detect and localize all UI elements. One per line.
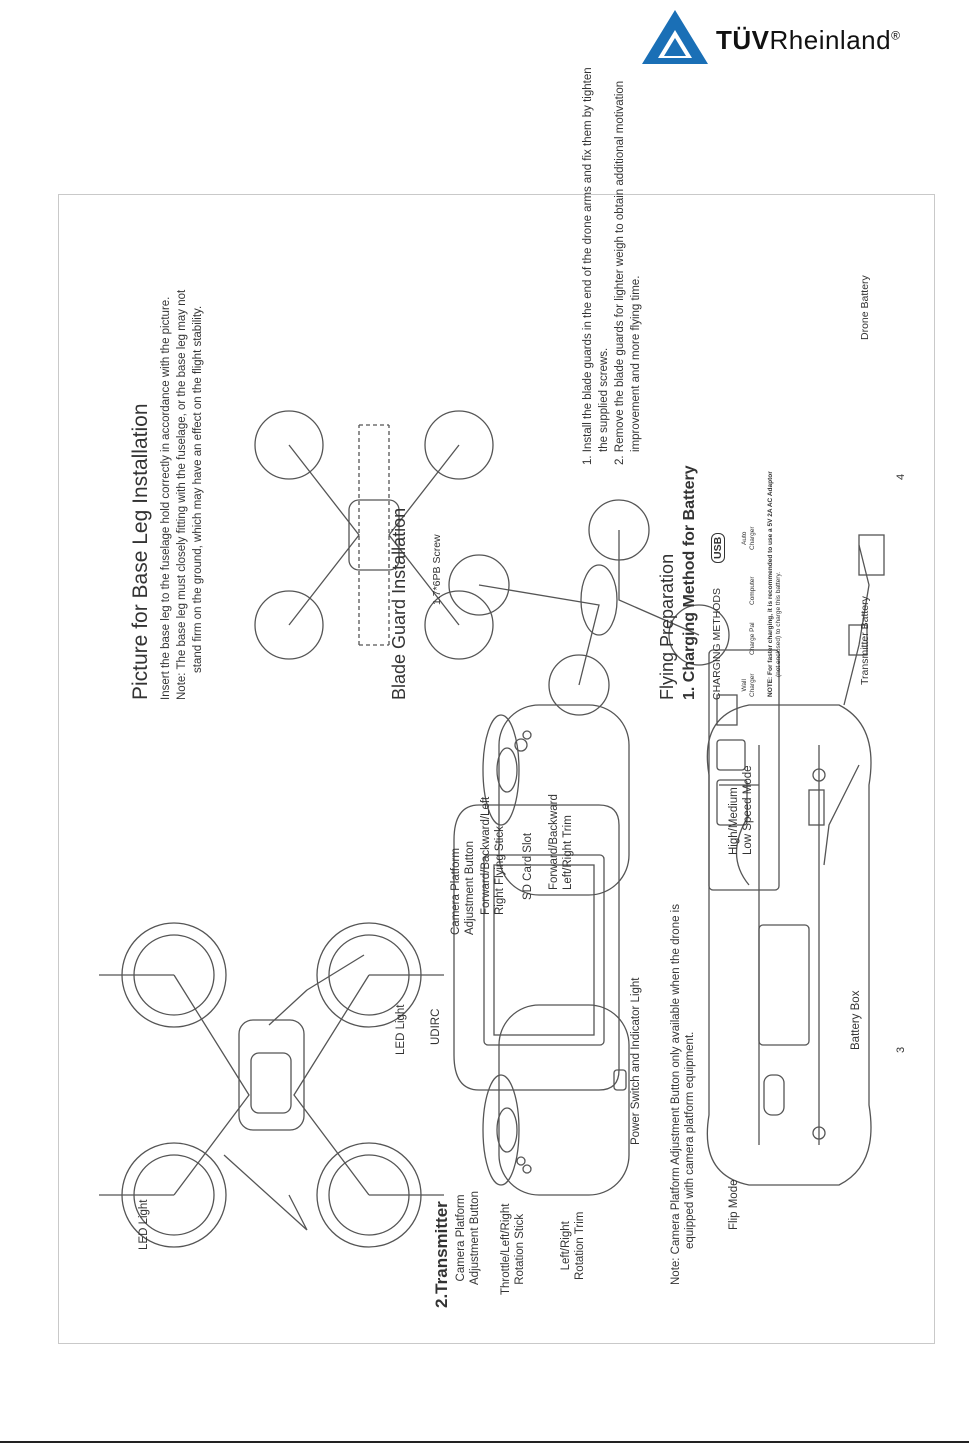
- sd-card-label: SD Card Slot: [522, 832, 534, 900]
- logo-bold-text: TÜV: [716, 25, 770, 55]
- blade-guard-step-2b: improvement and more flying time.: [630, 275, 642, 452]
- computer-label: Computer: [749, 576, 756, 605]
- camera-platform-label-right: Camera Platform Adjustment Button: [450, 841, 476, 935]
- power-switch-label: Power Switch and Indicator Light: [630, 977, 642, 1145]
- page-number-3: 3: [895, 1046, 907, 1053]
- transmitter-front-view: [454, 705, 629, 1195]
- blade-guard-step-2a: 2. Remove the blade guards for lighter weigh to obtain additional motivation: [614, 80, 626, 465]
- base-leg-line-1: Insert the base leg to the fuselage hold correctly in accordance with the picture.: [160, 296, 172, 700]
- logo-registered: ®: [891, 28, 901, 43]
- lr-trim-label: Left/Right Rotation Trim: [560, 1211, 586, 1280]
- blade-guard-step-1a: 1. Install the blade guards in the end of the drone arms and fix them by tighten: [582, 67, 594, 465]
- transmitter-battery-label: Transmitter Battery: [859, 596, 871, 685]
- battery-box-label: Battery Box: [850, 990, 862, 1050]
- manual-rotated-content: [59, 67, 936, 1345]
- base-leg-line-3: stand firm on the ground, which may have an effect on the flight stability.: [192, 305, 204, 673]
- screw-label: 1.7*6PB Screw: [431, 534, 443, 605]
- tuv-rheinland-logo: [640, 8, 960, 68]
- base-leg-drone-diagram: [255, 411, 493, 659]
- auto-charger-label: Auto Charger: [741, 526, 756, 550]
- blade-guard-step-1b: the supplied screws.: [598, 347, 610, 452]
- flying-prep-title: Flying Preparation: [657, 553, 677, 700]
- speed-mode-label: High/Medium Low Speed Mode: [728, 765, 754, 855]
- transmitter-title: 2.Transmitter: [432, 1201, 451, 1308]
- drone-battery-label: Drone Battery: [859, 275, 871, 340]
- led-light-label-2: LED Light: [395, 1004, 407, 1055]
- charging-note: NOTE: For faster charging, it is recommended to use a 5V 2A AC Adaptor (not enclosed) to charge this battery.: [767, 471, 782, 697]
- blade-guard-title: Blade Guard Installation: [389, 507, 409, 700]
- batteries-diagram: [809, 535, 884, 865]
- transmitter-note: Note: Camera Platform Adjustment Button only available when the drone is equipped with camera platform equipment.: [670, 904, 696, 1285]
- screen-brand-label: UDIRC: [430, 1008, 442, 1045]
- throttle-label: Throttle/Left/Right Rotation Stick: [500, 1203, 526, 1295]
- forward-trim-label: Forward/Backward Left/Right Trim: [548, 794, 574, 890]
- tuv-triangle-icon: [640, 8, 710, 66]
- base-leg-line-2: Note: The base leg must closely fitting with the fuselage, or the base leg may not: [176, 289, 188, 700]
- flip-mode-label: Flip Mode: [728, 1179, 740, 1230]
- wall-charger-label: Wall Charger: [741, 673, 756, 697]
- camera-platform-label-left: Camera Platform Adjustment Button: [455, 1191, 481, 1285]
- led-light-label-1: LED Light: [138, 1199, 150, 1250]
- manual-page-frame: [58, 67, 935, 1344]
- charge-pal-label: Charge Pal: [749, 622, 756, 655]
- base-leg-title: Picture for Base Leg Installation: [129, 403, 152, 700]
- usb-icon-label: USB: [711, 533, 725, 563]
- forward-stick-label: Forward/Backward/Left Right Flying Stick: [480, 796, 506, 915]
- charging-method-title: 1. Charging Method for Battery: [681, 465, 698, 700]
- charging-methods-label: CHARGING METHODS: [711, 587, 723, 700]
- logo-text: Rheinland: [769, 25, 892, 55]
- page-bottom-rule: [0, 1441, 969, 1443]
- led-leader-lines: [224, 955, 364, 1230]
- page-number-4: 4: [895, 473, 907, 480]
